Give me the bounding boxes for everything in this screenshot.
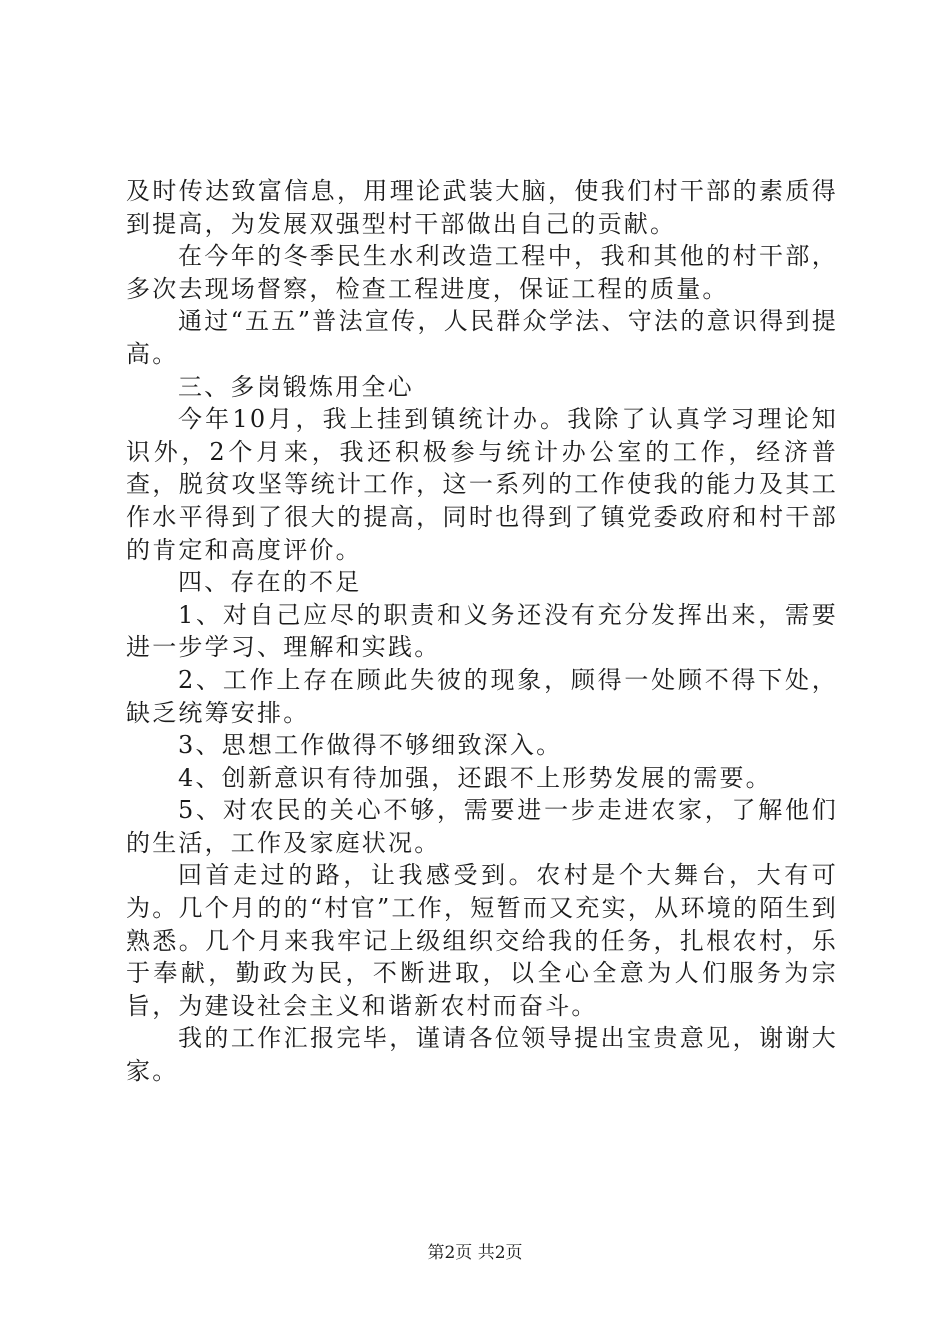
list-item: 5、对农民的关心不够，需要进一步走进农家，了解他们的生活，工作及家庭状况。 [126,796,838,857]
list-item: 2、工作上存在顾此失彼的现象，顾得一处顾不得下处，缺乏统筹安排。 [126,665,838,727]
section-heading: 四、存在的不足 [178,568,362,597]
paragraph: 在今年的冬季民生水利改造工程中，我和其他的村干部，多次去现场督察，检查工程进度，保证工程的质量。 [126,242,838,303]
list-item: 4、创新意识有待加强，还跟不上形势发展的需要。 [178,763,772,792]
paragraph: 及时传达致富信息，用理论武装大脑，使我们村干部的素质得到提高，为发展双强型村干部做出自己的贡献。 [126,177,838,238]
document-body [126,175,838,1088]
section-heading: 三、多岗锻炼用全心 [178,372,414,401]
paragraph: 今年10月，我上挂到镇统计办。我除了认真学习理论知识外，2个月来，我还积极参与统计办公室的工作，经济普查，脱贫攻坚等统计工作，这一系列的工作使我的能力及其工作水平得到了很大的提高，同时也得到了镇党委政府和村干部的肯定和高度评价。 [126,405,838,564]
list-item: 1、对自己应尽的职责和义务还没有充分发挥出来，需要进一步学习、理解和实践。 [126,600,838,662]
paragraph: 我的工作汇报完毕，谨请各位领导提出宝贵意见，谢谢大家。 [126,1024,838,1086]
list-item: 3、思想工作做得不够细致深入。 [178,731,563,760]
paragraph: 回首走过的路，让我感受到。农村是个大舞台，大有可为。几个月的的“村官”工作，短暂而又充实，从环境的陌生到熟悉。几个月来我牢记上级组织交给我的任务，扎根农村，乐于奉献，勤政为民，不断进取，以全心全意为人们服务为宗旨，为建设社会主义和谐新农村而奋斗。 [126,861,838,1020]
paragraph: 通过“五五”普法宣传，人民群众学法、守法的意识得到提高。 [126,307,838,368]
page-footer: 第2页 共2页 [427,1243,523,1263]
